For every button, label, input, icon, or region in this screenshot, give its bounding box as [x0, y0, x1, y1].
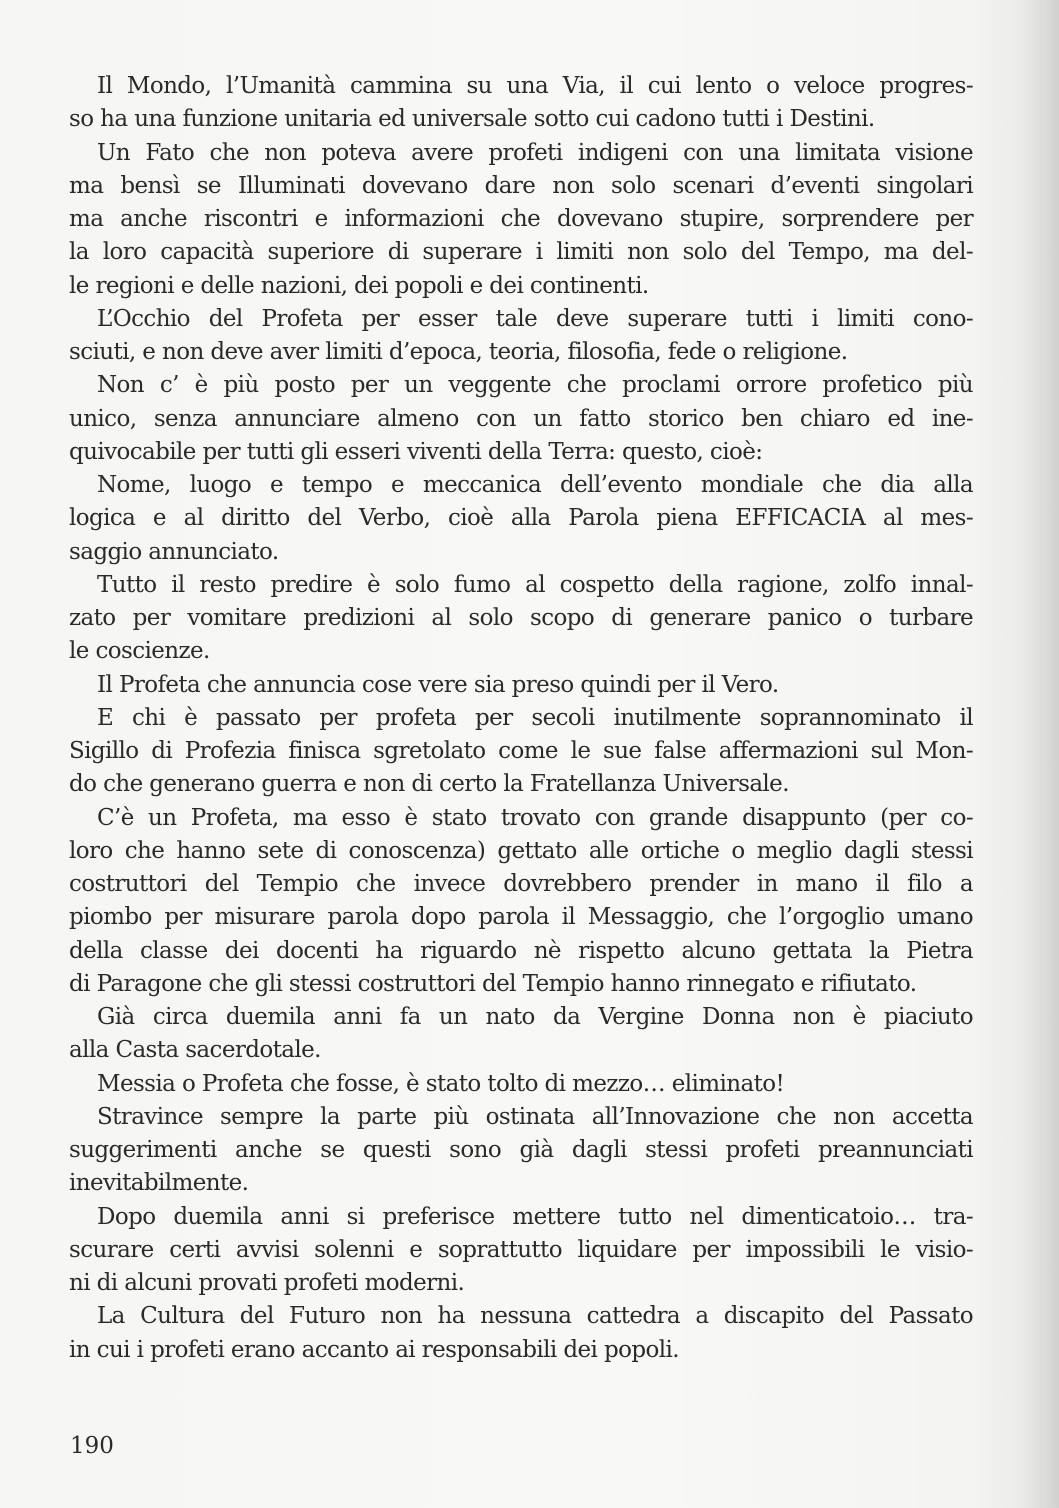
paragraph: [69, 469, 973, 569]
text-line: piombo per misurare parola dopo parola il Messaggio, che l’orgoglio umano: [69, 904, 973, 931]
text-line: inevitabilmente.: [69, 1170, 249, 1197]
text-line: so ha una funzione unitaria ed universale sotto cui cadono tutti i Destini.: [69, 106, 875, 133]
page-number: 190: [70, 1433, 114, 1459]
text-line: La Cultura del Futuro non ha nessuna cattedra a discapito del Passato: [97, 1303, 973, 1330]
paragraph: [69, 1001, 973, 1068]
text-line: ma anche riscontri e informazioni che dovevano stupire, sorprendere per: [69, 206, 973, 232]
paragraph: [69, 70, 973, 137]
page-edge-shadow: [1019, 0, 1059, 1508]
text-line: Sigillo di Profezia finisca sgretolato come le sue false affermazioni sul Mon-: [69, 738, 973, 764]
text-line: le coscienze.: [69, 638, 210, 665]
text-line: ma bensì se Illuminati dovevano dare non solo scenari d’eventi singolari: [69, 172, 973, 199]
text-line: L’Occhio del Profeta per esser tale deve superare tutti i limiti cono-: [97, 305, 973, 332]
text-line: sciuti, e non deve aver limiti d’epoca, teoria, filosofia, fede o religione.: [69, 339, 848, 365]
paragraph: [69, 1068, 973, 1101]
paragraph: [69, 137, 973, 303]
text-line: in cui i profeti erano accanto ai responsabili dei popoli.: [69, 1336, 679, 1363]
paragraph: [69, 1101, 973, 1201]
paragraph: [69, 1300, 973, 1367]
text-line: Già circa duemila anni fa un nato da Vergine Donna non è piaciuto: [97, 1004, 973, 1030]
paragraph: [69, 369, 973, 469]
text-line: ni di alcuni provati profeti moderni.: [69, 1270, 465, 1296]
text-line: Stravince sempre la parte più ostinata all’Innovazione che non accetta: [97, 1103, 973, 1130]
text-line: Nome, luogo e tempo e meccanica dell’evento mondiale che dia alla: [97, 472, 973, 498]
text-line: E chi è passato per profeta per secoli inutilmente soprannominato il: [97, 704, 973, 731]
text-line: Il Mondo, l’Umanità cammina su una Via, il cui lento o veloce progres-: [97, 73, 973, 99]
text-line: le regioni e delle nazioni, dei popoli e dei continenti.: [69, 272, 649, 299]
text-line: zato per vomitare predizioni al solo scopo di generare panico o turbare: [69, 605, 973, 631]
text-line: Un Fato che non poteva avere profeti indigeni con una limitata visione: [97, 139, 973, 166]
text-line: suggerimenti anche se questi sono già dagli stessi profeti preannunciati: [69, 1137, 973, 1163]
paragraph: [69, 802, 973, 1002]
paragraph: [69, 669, 973, 702]
text-line: quivocabile per tutti gli esseri viventi della Terra: questo, cioè:: [69, 438, 763, 465]
text-line: logica e al diritto del Verbo, cioè alla Parola piena EFFICACIA al mes-: [69, 505, 973, 532]
text-line: do che generano guerra e non di certo la Fratellanza Universale.: [69, 771, 789, 798]
text-line: unico, senza annunciare almeno con un fatto storico ben chiaro ed ine-: [69, 405, 973, 432]
text-line: di Paragone che gli stessi costruttori del Tempio hanno rinnegato e rifiutato.: [69, 970, 917, 997]
text-line: Dopo duemila anni si preferisce mettere tutto nel dimenticatoio… tra-: [97, 1203, 973, 1230]
paragraph: [69, 1201, 973, 1301]
text-line: Il Profeta che annuncia cose vere sia preso quindi per il Vero.: [97, 671, 779, 698]
text-line: costruttori del Tempio che invece dovrebbero prender in mano il filo a: [69, 871, 973, 897]
text-line: saggio annunciato.: [69, 538, 279, 565]
paragraph: [69, 303, 973, 370]
paragraph: [69, 569, 973, 669]
text-line: la loro capacità superiore di superare i limiti non solo del Tempo, ma del-: [69, 239, 973, 266]
text-line: Messia o Profeta che fosse, è stato tolto di mezzo… eliminato!: [97, 1070, 785, 1097]
text-line: loro che hanno sete di conoscenza) gettato alle ortiche o meglio dagli stessi: [69, 837, 973, 864]
text-line: alla Casta sacerdotale.: [69, 1037, 321, 1064]
text-line: della classe dei docenti ha riguardo nè rispetto alcuno gettata la Pietra: [69, 937, 973, 964]
text-line: Non c’ è più posto per un veggente che proclami orrore profetico più: [97, 372, 973, 399]
text-line: C’è un Profeta, ma esso è stato trovato con grande disappunto (per co-: [97, 804, 973, 831]
body-text: [69, 70, 973, 1367]
text-line: scurare certi avvisi solenni e soprattutto liquidare per impossibili le visio-: [69, 1236, 973, 1263]
paragraph: [69, 702, 973, 802]
text-line: Tutto il resto predire è solo fumo al cospetto della ragione, zolfo innal-: [97, 571, 973, 598]
